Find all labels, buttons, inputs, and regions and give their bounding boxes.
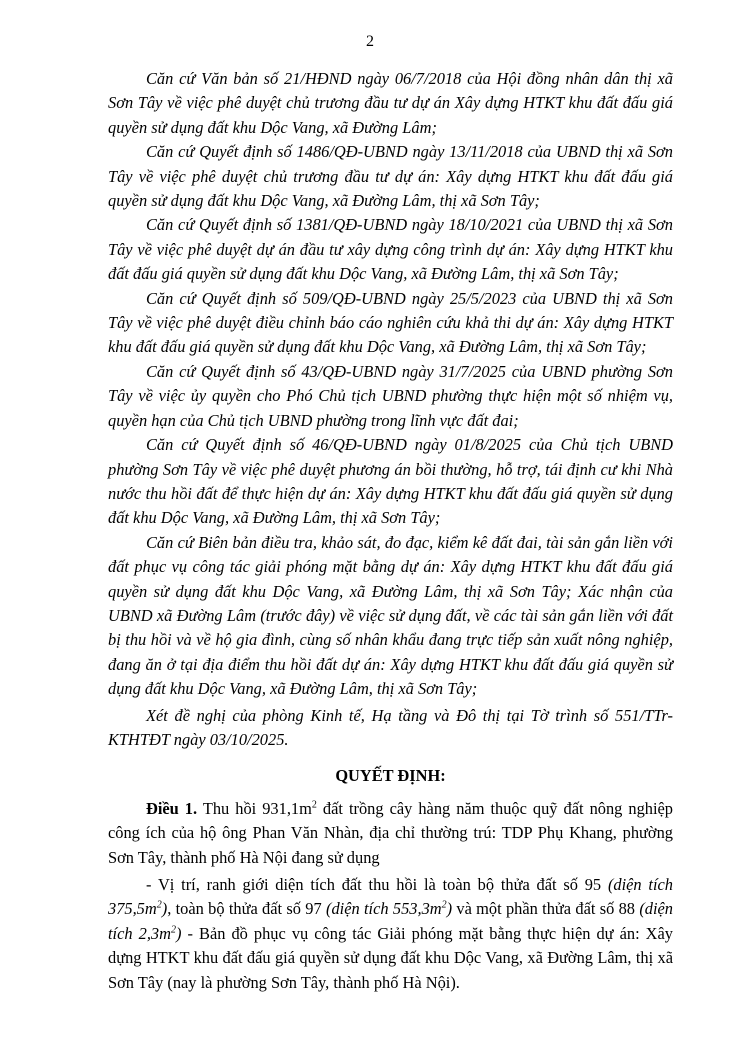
article-1-text: đất trồng cây hàng năm thuộc quỹ đất nông nghiệp công ích của hộ ông Phan Văn Nhàn, địa chỉ thường trú: TDP Phụ Khang, phường Sơn Tây, thành phố Hà Nội đang sử dụng bbox=[108, 798, 673, 867]
basis-paragraph: Căn cứ Quyết định số 1486/QĐ-UBND ngày 13/11/2018 của UBND thị xã Sơn Tây về việc phê duyệt chủ trương đầu tư dự án: Xây dựng HTKT khu đất đấu giá quyền sử dụng đất khu Dộc Vang, xã Đường Lâm, thị xã Sơn Tây; bbox=[108, 142, 673, 211]
basis-paragraph: Căn cứ Văn bản số 21/HĐND ngày 06/7/2018 của Hội đồng nhân dân thị xã Sơn Tây về việc phê duyệt chủ trương đầu tư dự án Xây dựng HTKT khu đất đấu giá quyền sử dụng đất khu Dộc Vang, xã Đường Lâm; bbox=[108, 69, 673, 137]
article-1-location-paragraph bbox=[108, 873, 673, 995]
superscript: 2 bbox=[311, 799, 317, 811]
basis-paragraph: Căn cứ Quyết định số 46/QĐ-UBND ngày 01/8/2025 của Chủ tịch UBND phường Sơn Tây về việc phê duyệt phương án bồi thường, hỗ trợ, tái định cư khi Nhà nước thu hồi đất để thực hiện dự án: Xây dựng HTKT khu đất đấu giá quyền sử dụng đất khu Dộc Vang, xã Đường Lâm, thị xã Sơn Tây; bbox=[108, 435, 673, 528]
basis-paragraph: Căn cứ Biên bản điều tra, khảo sát, đo đạc, kiểm kê đất đai, tài sản gắn liền với đất phục vụ công tác giải phóng mặt bằng dự án: Xây dựng HTKT khu đất đấu giá quyền sử dụng đất khu Dộc Vang, xã Đường Lâm, thị xã Sơn Tây; Xác nhận của UBND xã Đường Lâm (trước đây) về việc sử dụng đất, về các tài sản gắn liền với đất bị thu hồi và về hộ gia đình, cùng số nhân khẩu đang trực tiếp sản xuất nông nghiệp, đang ăn ở tại địa điểm thu hồi đất dự án: Xây dựng HTKT khu đất đấu giá quyền sử dụng đất khu Dộc Vang, xã Đường Lâm, thị xã Sơn Tây; bbox=[108, 532, 673, 699]
article-1-text: Thu hồi 931,1m bbox=[197, 798, 312, 818]
basis-paragraph: Căn cứ Quyết định số 509/QĐ-UBND ngày 25/5/2023 của UBND thị xã Sơn Tây về việc phê duyệt điều chỉnh báo cáo nghiên cứu khả thi dự án: Xây dựng HTKT khu đất đấu giá quyền sử dụng đất khu Dộc Vang, xã Đường Lâm, thị xã Sơn Tây; bbox=[108, 288, 673, 357]
page-number: 2 bbox=[366, 33, 374, 50]
basis-paragraph: Căn cứ Quyết định số 43/QĐ-UBND ngày 31/7/2025 của UBND phường Sơn Tây về việc ủy quyền cho Phó Chủ tịch UBND phường thực hiện một số nhiệm vụ, quyền hạn của Chủ tịch UBND phường trong lĩnh vực đất đai; bbox=[108, 361, 673, 430]
location-text: - Bản đồ phục vụ công tác Giải phóng mặt bằng thực hiện dự án: Xây dựng HTKT khu đất đấu giá quyền sử dụng đất khu Dộc Vang, xã Đường Lâm, thị xã Sơn Tây (nay là phường Sơn Tây, thành phố Hà Nội). bbox=[108, 923, 673, 992]
proposal-paragraph: Xét đề nghị của phòng Kinh tế, Hạ tầng và Đô thị tại Tờ trình số 551/TTr-KTHTĐT ngày 03/10/2025. bbox=[108, 705, 673, 749]
article-1-paragraph bbox=[108, 797, 673, 870]
decision-heading: QUYẾT ĐỊNH: bbox=[335, 766, 446, 786]
article-1-label: Điều 1. bbox=[146, 798, 198, 818]
area-note: (diện tích $2,3m^2$) bbox=[108, 899, 674, 943]
basis-paragraph: Căn cứ Quyết định số 1381/QĐ-UBND ngày 18/10/2021 của UBND thị xã Sơn Tây về việc phê duyệt dự án đầu tư xây dựng công trình dự án: Xây dựng HTKT khu đất đấu giá quyền sử dụng đất khu Dộc Vang, xã Đường Lâm, thị xã Sơn Tây; bbox=[108, 215, 673, 284]
area-note: (diện tích $553,3m^2$) bbox=[326, 899, 453, 919]
location-text: - Vị trí, ranh giới diện tích đất thu hồi là toàn bộ thửa đất số 95 bbox=[146, 875, 608, 894]
location-text: và một phần thửa đất số 88 bbox=[452, 899, 640, 919]
area-note: (diện tích $375,5m^2$) bbox=[108, 875, 673, 919]
legal-basis-section bbox=[108, 67, 673, 752]
location-text: , toàn bộ thửa đất số 97 bbox=[167, 899, 326, 919]
document-body bbox=[108, 67, 673, 995]
article-1 bbox=[108, 797, 673, 995]
